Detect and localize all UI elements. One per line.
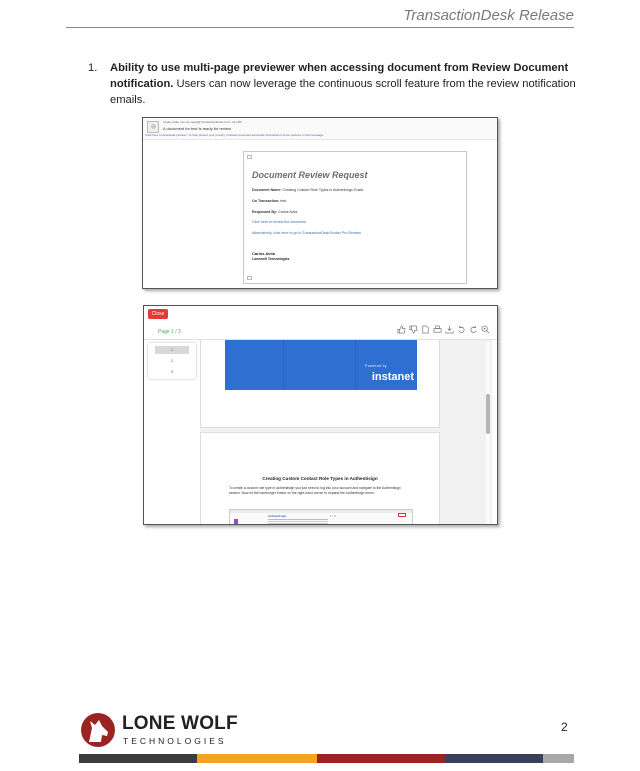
feature-item xyxy=(88,60,578,108)
requested-by-value: Carlos Avila xyxy=(277,210,298,214)
document-name-value: Creating Custom Role Types in Authentisign Guide xyxy=(281,188,364,192)
item-description: Users can now leverage the continuous scroll feature from the review notification emails. xyxy=(110,78,576,106)
footer-stripe xyxy=(197,754,317,763)
vertical-scrollbar[interactable] xyxy=(486,342,490,524)
email-subject: A document for test is ready for review xyxy=(163,126,232,131)
document-name-label: Document Name: xyxy=(252,188,282,192)
scrollbar-thumb[interactable] xyxy=(486,394,490,434)
logo-wordmark: LONE WOLF xyxy=(122,713,238,734)
page-number: 2 xyxy=(561,720,568,734)
review-document-link[interactable]: Click here to review the document xyxy=(252,220,307,224)
document-icon[interactable] xyxy=(421,325,430,334)
previewer-screenshot xyxy=(143,305,498,525)
card-title: Document Review Request xyxy=(252,170,368,180)
rotate-right-icon[interactable] xyxy=(469,325,478,334)
print-icon[interactable] xyxy=(433,325,442,334)
thumbs-up-icon[interactable] xyxy=(397,325,406,334)
email-screenshot xyxy=(142,117,498,289)
close-button[interactable]: Close xyxy=(148,309,168,319)
sidebar-icon xyxy=(234,519,238,525)
document-viewer[interactable] xyxy=(200,340,492,525)
thumbnail-panel xyxy=(148,343,196,379)
logo-subtitle: TECHNOLOGIES xyxy=(123,736,227,746)
document-page xyxy=(200,340,440,428)
lone-wolf-logo-icon xyxy=(80,712,116,748)
document-page xyxy=(200,432,440,525)
image-placeholder-icon xyxy=(247,155,252,159)
rotate-left-icon[interactable] xyxy=(457,325,466,334)
mini-brand: Authentisign xyxy=(268,514,287,518)
instanet-logo: instanet xyxy=(371,371,414,383)
document-heading: Creating Custom Contact Role Types in Authentisign xyxy=(262,476,378,481)
page-indicator: Page 1 / 3 xyxy=(158,329,181,335)
broker-pro-link[interactable]: Alternatively, click here to go to TransactionDesk Broker Pro Rewiew xyxy=(252,231,361,235)
highlight-box xyxy=(398,513,406,517)
email-info-bar[interactable]: Click here to download pictures. To help protect your privacy, Outlook prevented automatic download of some pictures in this message. xyxy=(145,133,324,137)
footer-stripe xyxy=(317,754,445,763)
transaction-label: On Transaction: xyxy=(252,199,280,203)
email-from: Carlos Avila <do-not-reply@TransactionDesk.com> Jan 8th xyxy=(163,120,242,124)
header-rule xyxy=(66,27,574,28)
download-icon[interactable] xyxy=(445,325,454,334)
document-body: To create a custom role type in authentisign you just need to log into your account and navigate to the Authentisign section. Now hit the hamburger button on the right-hand corner to expand the Authentisign menu. xyxy=(229,486,401,495)
thumbnail-page[interactable]: 1 xyxy=(155,346,189,354)
thumbnail-page[interactable]: 2 xyxy=(170,358,174,363)
thumbs-down-icon[interactable] xyxy=(409,325,418,334)
zoom-icon[interactable] xyxy=(481,325,490,334)
email-header xyxy=(143,118,497,140)
transaction-value: test xyxy=(279,199,287,203)
document-name-line xyxy=(252,188,363,192)
requested-by-label: Requested By: xyxy=(252,210,278,214)
image-placeholder-icon xyxy=(247,276,252,280)
transaction-line xyxy=(252,199,286,203)
item-text xyxy=(110,60,578,108)
footer-stripe xyxy=(79,754,197,763)
thumbnail-page[interactable]: 3 xyxy=(170,369,174,374)
item-heading: Ability to use multi-page previewer when accessing document from Review Document notification. xyxy=(110,62,569,90)
footer-stripes xyxy=(79,754,574,763)
header-title: TransactionDesk Release xyxy=(403,7,574,24)
instanet-banner xyxy=(225,340,417,390)
mini-page-indicator: 1 / 2 xyxy=(330,514,336,518)
item-number: 1. xyxy=(88,62,98,74)
review-request-card xyxy=(243,151,467,284)
avatar xyxy=(147,121,159,133)
signature-company: Lonewolf Technologies xyxy=(252,257,290,261)
signature-name: Carlos Avila xyxy=(252,251,275,256)
requested-by-line xyxy=(252,210,297,214)
footer-stripe xyxy=(445,754,543,763)
banner-powered-by: Powered by xyxy=(365,364,387,368)
footer-stripe xyxy=(543,754,574,763)
previewer-toolbar xyxy=(397,325,490,334)
embedded-screenshot xyxy=(229,509,413,525)
